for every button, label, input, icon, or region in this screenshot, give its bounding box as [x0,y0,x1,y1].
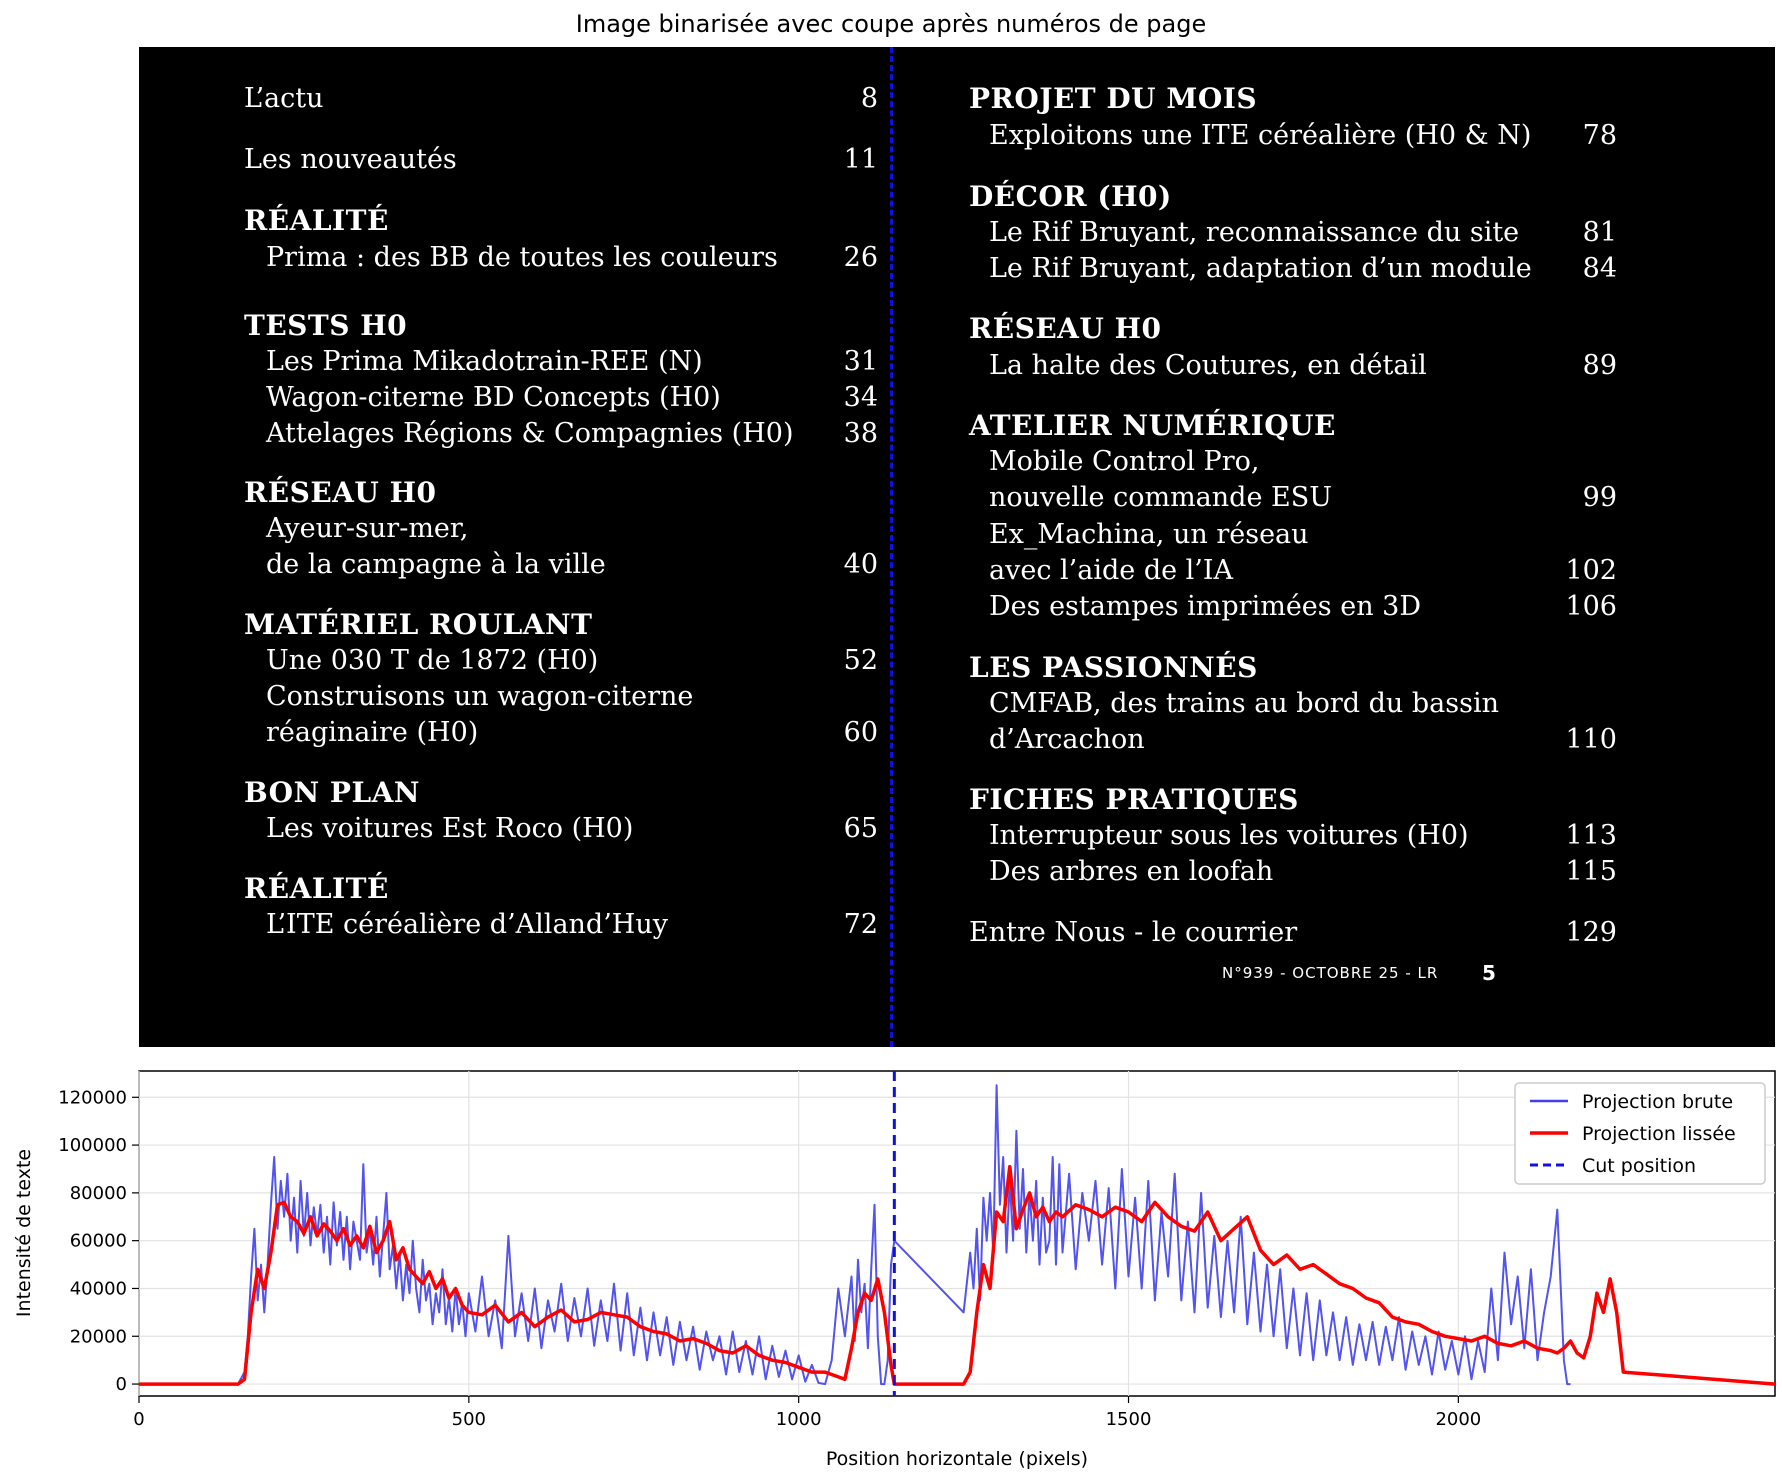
toc-page-number: 129 [1565,917,1617,948]
toc-entry-title: Ayeur-sur-mer, [266,513,469,544]
page-footer-number: 5 [1482,961,1496,985]
toc-section-heading: RÉALITÉ [244,872,389,905]
toc-page-number: 89 [1582,350,1617,381]
toc-entry-title: L’ITE céréalière d’Alland’Huy [266,909,668,940]
toc-entry-title: Ex_Machina, un réseau [989,519,1309,550]
toc-entry-title: d’Arcachon [989,724,1145,755]
toc-page-number: 31 [843,346,878,377]
toc-entry-title: Les nouveautés [244,144,457,175]
toc-entry-title: CMFAB, des trains au bord du bassin [989,688,1499,719]
toc-entry-title: Le Rif Bruyant, adaptation d’un module [989,253,1532,284]
toc-page-number: 60 [843,717,878,748]
toc-section-heading: BON PLAN [244,776,420,809]
y-tick-label: 100000 [58,1135,127,1157]
toc-section-heading: DÉCOR (H0) [969,180,1172,213]
y-tick-label: 80000 [69,1182,127,1204]
toc-entry-title: nouvelle commande ESU [989,482,1332,513]
toc-page-number: 40 [843,549,878,580]
toc-entry-title: Les Prima Mikadotrain-REE (N) [266,346,703,377]
toc-page-number: 106 [1565,591,1617,622]
toc-entry-title: L’actu [244,83,324,114]
toc-entry-title: Interrupteur sous les voitures (H0) [989,820,1469,851]
toc-page-number: 34 [843,382,878,413]
toc-page-number: 81 [1582,217,1617,248]
legend [1515,1083,1765,1184]
y-tick-label: 60000 [69,1230,127,1252]
legend-label-lissee: Projection lissée [1582,1123,1736,1145]
toc-entry-title: Des estampes imprimées en 3D [989,591,1421,622]
toc-page-number: 113 [1565,820,1617,851]
toc-page-number: 26 [843,242,878,273]
x-tick-label: 0 [133,1409,145,1430]
toc-entry-title: Mobile Control Pro, [989,446,1260,477]
y-axis-label: Intensité de texte [13,1148,35,1318]
toc-section-heading: FICHES PRATIQUES [969,783,1299,816]
x-tick-label: 2000 [1435,1409,1482,1430]
toc-page-number: 72 [843,909,878,940]
toc-page-number: 78 [1582,120,1617,151]
toc-entry-title: Entre Nous - le courrier [969,917,1298,948]
toc-entry-title: réaginaire (H0) [266,717,479,748]
toc-section-heading: PROJET DU MOIS [969,82,1258,115]
toc-section-heading: LES PASSIONNÉS [969,651,1258,684]
toc-page-number: 99 [1582,482,1617,513]
y-tick-label: 20000 [69,1326,127,1348]
toc-entry-title: de la campagne à la ville [266,549,606,580]
toc-entry-title: Exploitons une ITE céréalière (H0 & N) [989,120,1532,151]
toc-section-heading: RÉALITÉ [244,204,389,237]
toc-entry-title: Des arbres en loofah [989,856,1274,887]
toc-page-number: 52 [843,645,878,676]
toc-section-heading: ATELIER NUMÉRIQUE [969,409,1336,442]
toc-page-number: 8 [860,83,878,114]
toc-entry-title: avec l’aide de l’IA [989,555,1234,586]
legend-label-cut: Cut position [1582,1155,1697,1177]
toc-page-number: 11 [843,144,878,175]
x-axis-label: Position horizontale (pixels) [825,1448,1089,1470]
toc-page-number: 38 [843,418,878,449]
toc-page-number: 110 [1565,724,1617,755]
y-tick-label: 120000 [58,1087,127,1109]
figure-title: Image binarisée avec coupe après numéros de page [575,10,1207,38]
toc-entry-title: Construisons un wagon-citerne [266,681,694,712]
toc-entry-title: Une 030 T de 1872 (H0) [266,645,599,676]
toc-page-number: 84 [1582,253,1617,284]
page-footer-text: N°939 - OCTOBRE 25 - LR [1222,964,1439,982]
toc-page-number: 102 [1565,555,1617,586]
legend-label-brute: Projection brute [1582,1091,1734,1113]
toc-entry-title: Wagon-citerne BD Concepts (H0) [266,382,721,413]
toc-entry-title: Prima : des BB de toutes les couleurs [266,242,778,273]
toc-section-heading: RÉSEAU H0 [969,312,1162,345]
toc-section-heading: MATÉRIEL ROULANT [244,608,593,641]
x-tick-label: 1500 [1105,1409,1152,1430]
y-tick-label: 0 [115,1374,127,1396]
toc-entry-title: Attelages Régions & Compagnies (H0) [266,418,794,449]
x-tick-label: 500 [451,1409,487,1430]
toc-entry-title: Les voitures Est Roco (H0) [266,813,634,844]
y-tick-label: 40000 [69,1278,127,1300]
x-tick-label: 1000 [775,1409,822,1430]
toc-page-number: 115 [1565,856,1617,887]
toc-section-heading: RÉSEAU H0 [244,476,437,509]
toc-section-heading: TESTS H0 [244,309,408,342]
toc-entry-title: La halte des Coutures, en détail [989,350,1427,381]
toc-page-number: 65 [843,813,878,844]
toc-entry-title: Le Rif Bruyant, reconnaissance du site [989,217,1520,248]
